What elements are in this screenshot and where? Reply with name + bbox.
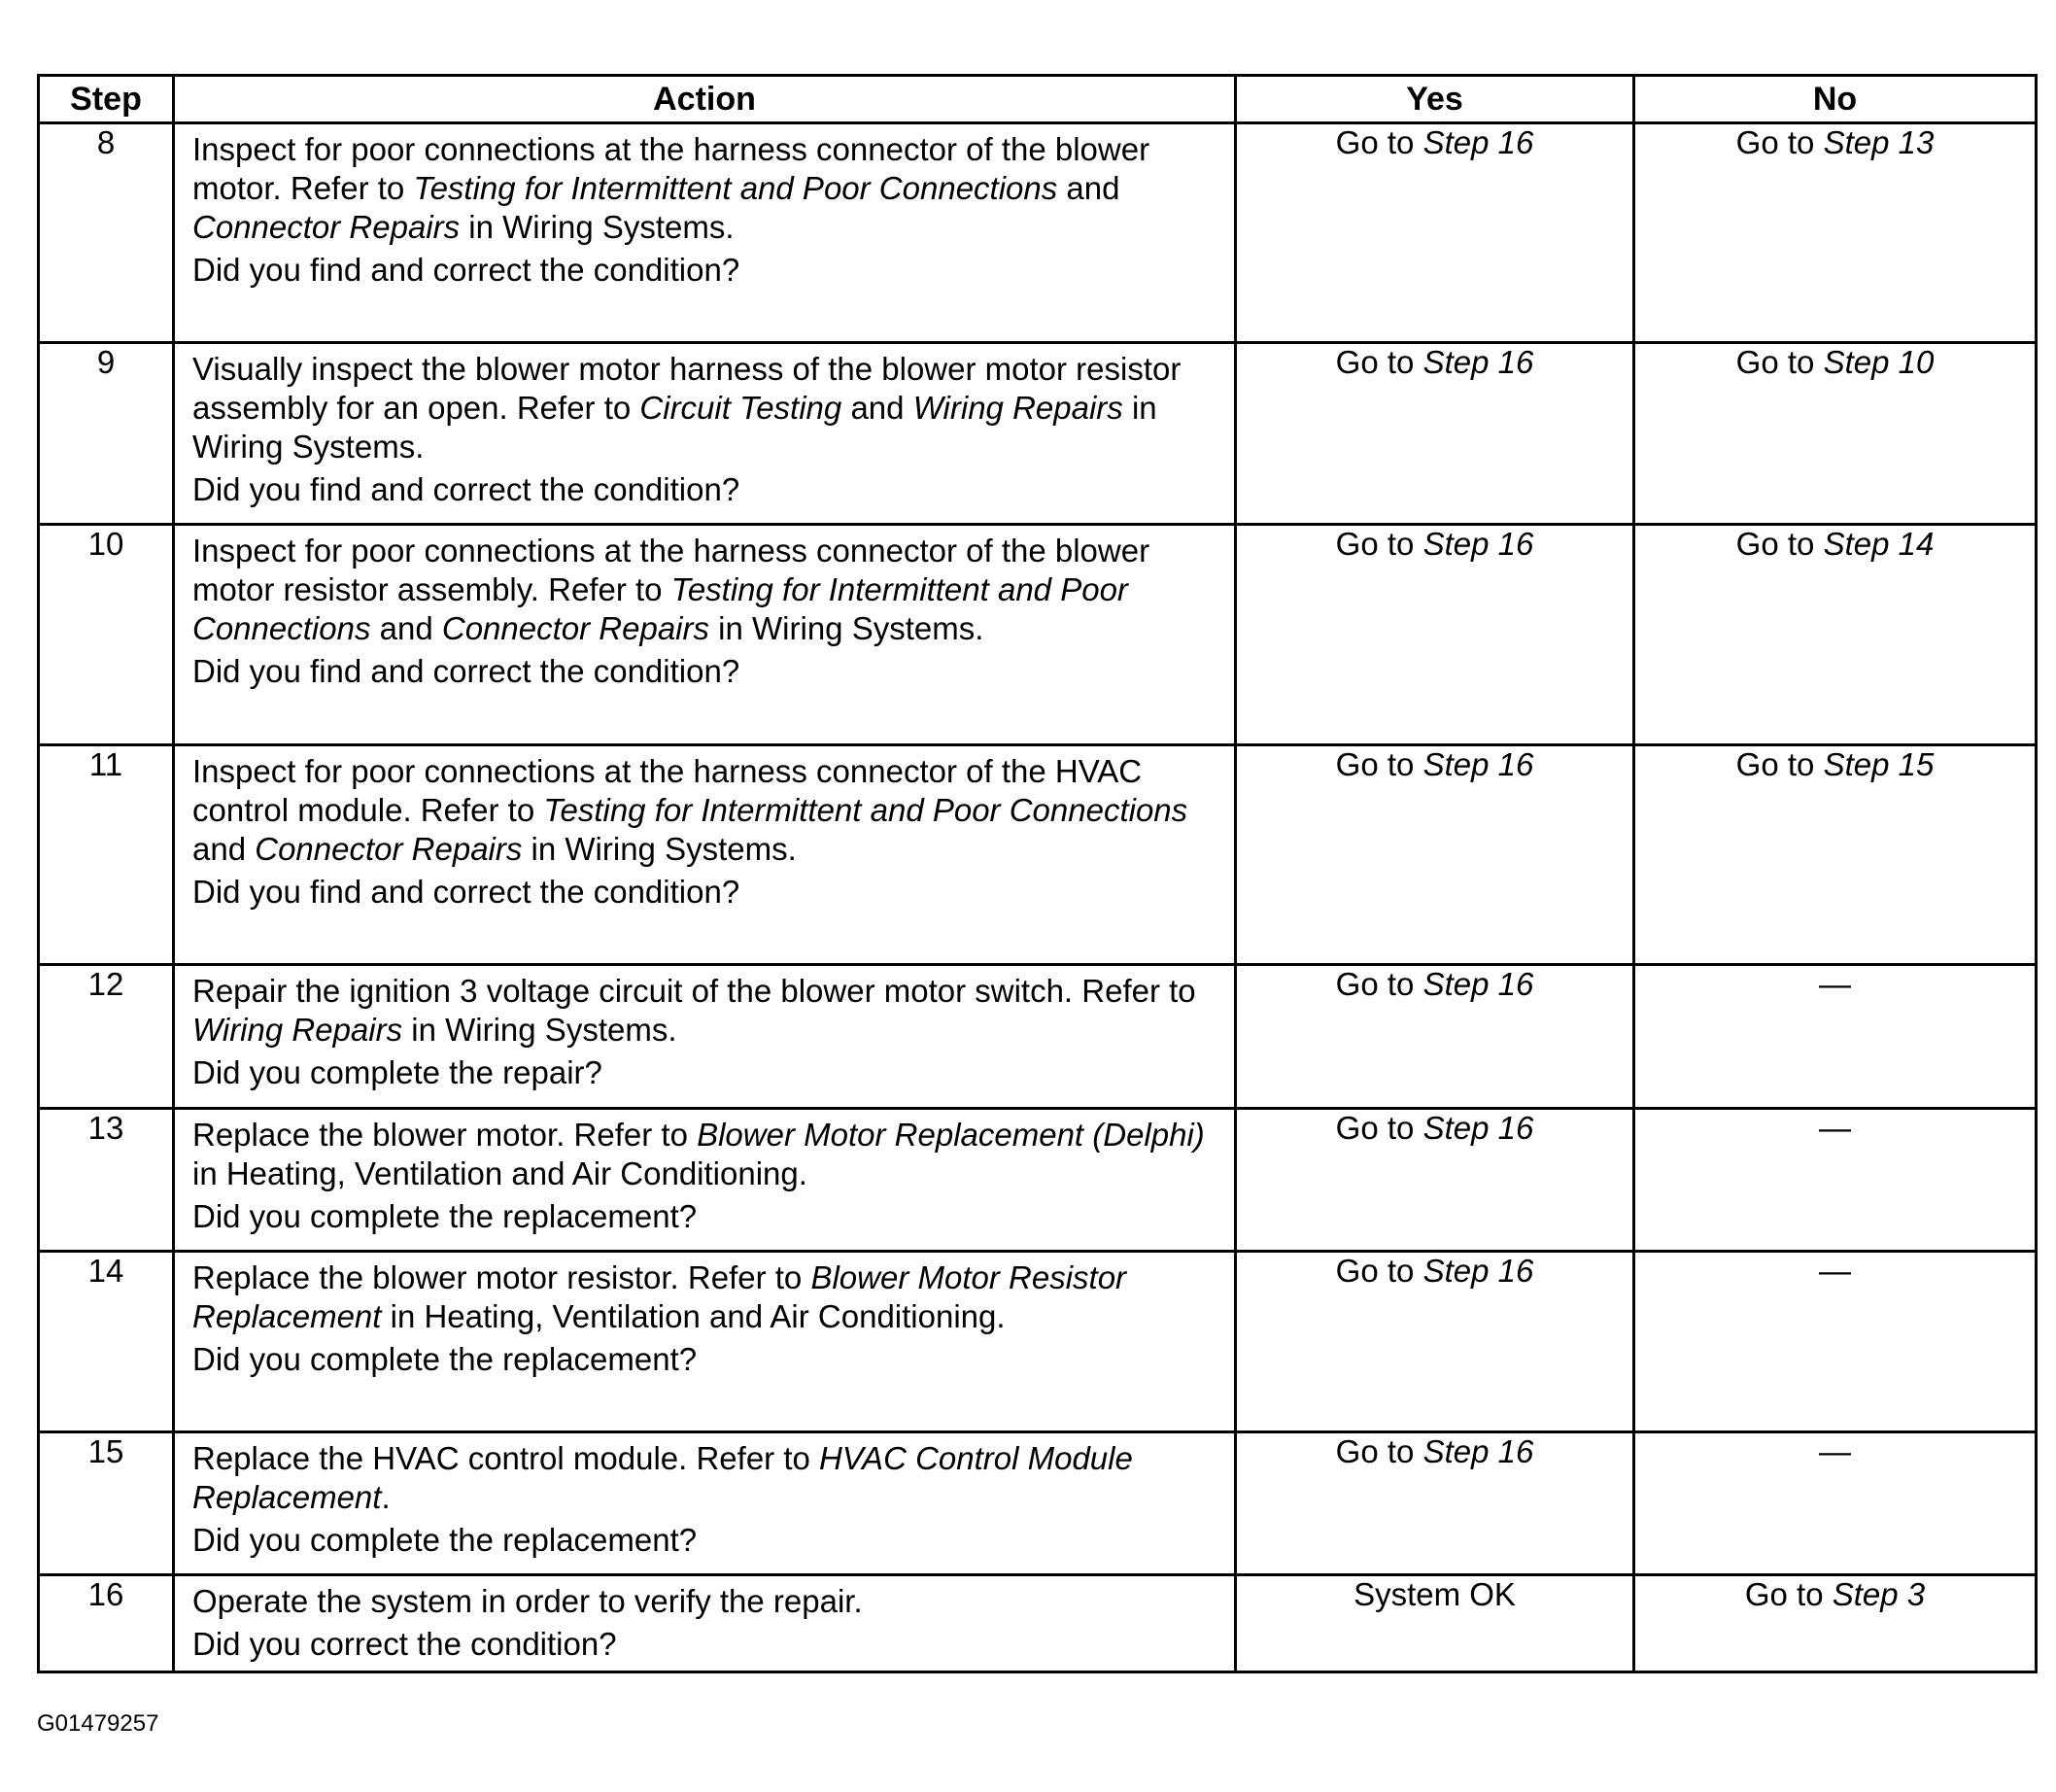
action-text-segment: Testing for Intermittent and Poor Connections (413, 170, 1058, 206)
yes-result-segment: Step 16 (1422, 746, 1534, 782)
action-cell (174, 343, 1236, 525)
action-text-segment: Connector Repairs (255, 831, 523, 867)
action-text (192, 972, 1222, 1050)
header-step: Step (39, 76, 174, 123)
question-text: Did you find and correct the condition? (192, 874, 740, 910)
action-text-segment: in Heating, Ventilation and Air Conditioning. (192, 1155, 807, 1191)
no-result (1634, 1109, 2037, 1252)
step-number: 13 (39, 1109, 174, 1252)
no-result-segment: Step 15 (1823, 746, 1935, 782)
yes-result (1236, 1109, 1634, 1252)
action-cell (174, 1109, 1236, 1252)
no-result-segment: Step 10 (1823, 344, 1935, 380)
yes-result-segment: Step 16 (1422, 526, 1534, 562)
yes-result-segment: Go to (1335, 344, 1423, 380)
no-result (1634, 343, 2037, 525)
question-text: Did you find and correct the condition? (192, 653, 740, 689)
step-number: 14 (39, 1252, 174, 1432)
no-result-segment: Go to (1744, 1576, 1833, 1612)
yes-result-segment: Go to (1335, 1110, 1423, 1146)
step-number: 9 (39, 343, 174, 525)
header-yes: Yes (1236, 76, 1634, 123)
table-row (39, 1109, 2037, 1252)
question-text: Did you complete the repair? (192, 1054, 602, 1090)
yes-result-segment: Go to (1335, 526, 1423, 562)
action-text-segment: in Wiring Systems. (192, 390, 1157, 465)
no-result (1634, 965, 2037, 1109)
no-result-segment: — (1819, 1110, 1851, 1146)
no-result-segment: Go to (1735, 746, 1824, 782)
action-text (192, 1258, 1222, 1336)
question-text: Did you find and correct the condition? (192, 252, 740, 288)
no-result-segment: Step 3 (1832, 1576, 1926, 1612)
yes-result-segment: Step 16 (1422, 124, 1534, 160)
action-text-segment: Wiring Repairs (912, 390, 1123, 426)
action-cell (174, 525, 1236, 745)
table-header-row (39, 76, 2037, 123)
no-result (1634, 745, 2037, 965)
table-row (39, 1252, 2037, 1432)
action-text (192, 1582, 1222, 1621)
step-number: 12 (39, 965, 174, 1109)
action-cell (174, 123, 1236, 343)
action-cell (174, 1575, 1236, 1672)
question-text: Did you complete the replacement? (192, 1522, 698, 1558)
action-text-segment: and (841, 390, 913, 426)
yes-result (1236, 343, 1634, 525)
no-result (1634, 1432, 2037, 1575)
figure-id: G01479257 (37, 1710, 159, 1737)
action-text (192, 752, 1222, 869)
no-result (1634, 525, 2037, 745)
no-result-segment: Step 14 (1823, 526, 1935, 562)
question-text: Did you complete the replacement? (192, 1198, 698, 1234)
action-text-segment: Wiring Repairs (192, 1012, 403, 1048)
table-row (39, 1575, 2037, 1672)
action-text (192, 1439, 1222, 1517)
yes-result-segment: Step 16 (1422, 1253, 1534, 1289)
table-row (39, 1432, 2037, 1575)
table-row (39, 123, 2037, 343)
action-text-segment: Operate the system in order to verify the repair. (192, 1583, 863, 1619)
yes-result-segment: Go to (1335, 1433, 1423, 1469)
yes-result (1236, 745, 1634, 965)
table-row (39, 525, 2037, 745)
no-result-segment: Go to (1735, 344, 1824, 380)
action-text (192, 350, 1222, 466)
action-text (192, 130, 1222, 247)
action-text-segment: Testing for Intermittent and Poor Connections (543, 792, 1188, 828)
table-row (39, 343, 2037, 525)
action-text-segment: Replace the HVAC control module. Refer to (192, 1440, 820, 1476)
question-text: Did you correct the condition? (192, 1626, 617, 1662)
yes-result-segment: Step 16 (1422, 344, 1534, 380)
header-no: No (1634, 76, 2037, 123)
action-text-segment: HVAC Control Module Replacement (192, 1440, 1133, 1515)
yes-result-segment: Step 16 (1422, 966, 1534, 1002)
no-result (1634, 1252, 2037, 1432)
action-text-segment: Circuit Testing (639, 390, 842, 426)
action-cell (174, 965, 1236, 1109)
yes-result-segment: Go to (1335, 746, 1423, 782)
step-number: 11 (39, 745, 174, 965)
header-action: Action (174, 76, 1236, 123)
yes-result (1236, 123, 1634, 343)
step-number: 15 (39, 1432, 174, 1575)
no-result-segment: — (1819, 966, 1851, 1002)
action-text-segment: and (192, 831, 256, 867)
action-text-segment: Replace the blower motor. Refer to (192, 1117, 698, 1153)
step-number: 16 (39, 1575, 174, 1672)
no-result-segment: — (1819, 1433, 1851, 1469)
yes-result (1236, 965, 1634, 1109)
no-result-segment: — (1819, 1253, 1851, 1289)
action-text-segment: Repair the ignition 3 voltage circuit of the blower motor switch. Refer to (192, 973, 1196, 1009)
no-result-segment: Go to (1735, 124, 1824, 160)
action-text-segment: Inspect for poor connections at the harness connector of the HVAC control module. Refer to (192, 753, 1143, 828)
action-cell (174, 745, 1236, 965)
table-body (39, 123, 2037, 1672)
yes-result-segment: Go to (1335, 1253, 1423, 1289)
question-text: Did you find and correct the condition? (192, 471, 740, 507)
yes-result (1236, 1432, 1634, 1575)
yes-result (1236, 525, 1634, 745)
action-text-segment: in Wiring Systems. (522, 831, 797, 867)
action-text (192, 532, 1222, 648)
action-text-segment: . (381, 1479, 391, 1515)
action-text-segment: in Wiring Systems. (709, 610, 984, 646)
yes-result-segment: Step 16 (1422, 1110, 1534, 1146)
step-number: 10 (39, 525, 174, 745)
yes-result-segment: System OK (1354, 1576, 1516, 1612)
no-result-segment: Go to (1735, 526, 1824, 562)
no-result-segment: Step 13 (1823, 124, 1935, 160)
action-text-segment: Connector Repairs (441, 610, 709, 646)
yes-result-segment: Step 16 (1422, 1433, 1534, 1469)
step-number: 8 (39, 123, 174, 343)
action-text-segment: Inspect for poor connections at the harness connector of the blower motor resistor assembly. Refer to (192, 533, 1150, 607)
diagnostic-table (37, 74, 2038, 1673)
action-text-segment: Inspect for poor connections at the harness connector of the blower motor. Refer to (192, 131, 1150, 206)
action-text-segment: Testing for Intermittent and Poor Connections (192, 571, 1128, 646)
yes-result-segment: Go to (1335, 124, 1423, 160)
action-text-segment: Replace the blower motor resistor. Refer to (192, 1259, 811, 1295)
action-text-segment: Blower Motor Replacement (Delphi) (697, 1117, 1205, 1153)
action-text-segment: in Wiring Systems. (402, 1012, 677, 1048)
yes-result (1236, 1575, 1634, 1672)
action-text-segment: Connector Repairs (192, 209, 461, 245)
action-text (192, 1116, 1222, 1193)
question-text: Did you complete the replacement? (192, 1341, 698, 1377)
action-text-segment: in Heating, Ventilation and Air Conditioning. (381, 1298, 1006, 1334)
no-result (1634, 123, 2037, 343)
action-text-segment: Visually inspect the blower motor harness of the blower motor resistor assembly for an open. Refer to (192, 351, 1182, 426)
table-row (39, 745, 2037, 965)
yes-result (1236, 1252, 1634, 1432)
action-text-segment: Blower Motor Resistor Replacement (192, 1259, 1127, 1334)
action-text-segment: in Wiring Systems. (460, 209, 735, 245)
action-cell (174, 1252, 1236, 1432)
action-text-segment: and (370, 610, 442, 646)
table-row (39, 965, 2037, 1109)
yes-result-segment: Go to (1335, 966, 1423, 1002)
no-result (1634, 1575, 2037, 1672)
action-text-segment: and (1057, 170, 1120, 206)
action-cell (174, 1432, 1236, 1575)
